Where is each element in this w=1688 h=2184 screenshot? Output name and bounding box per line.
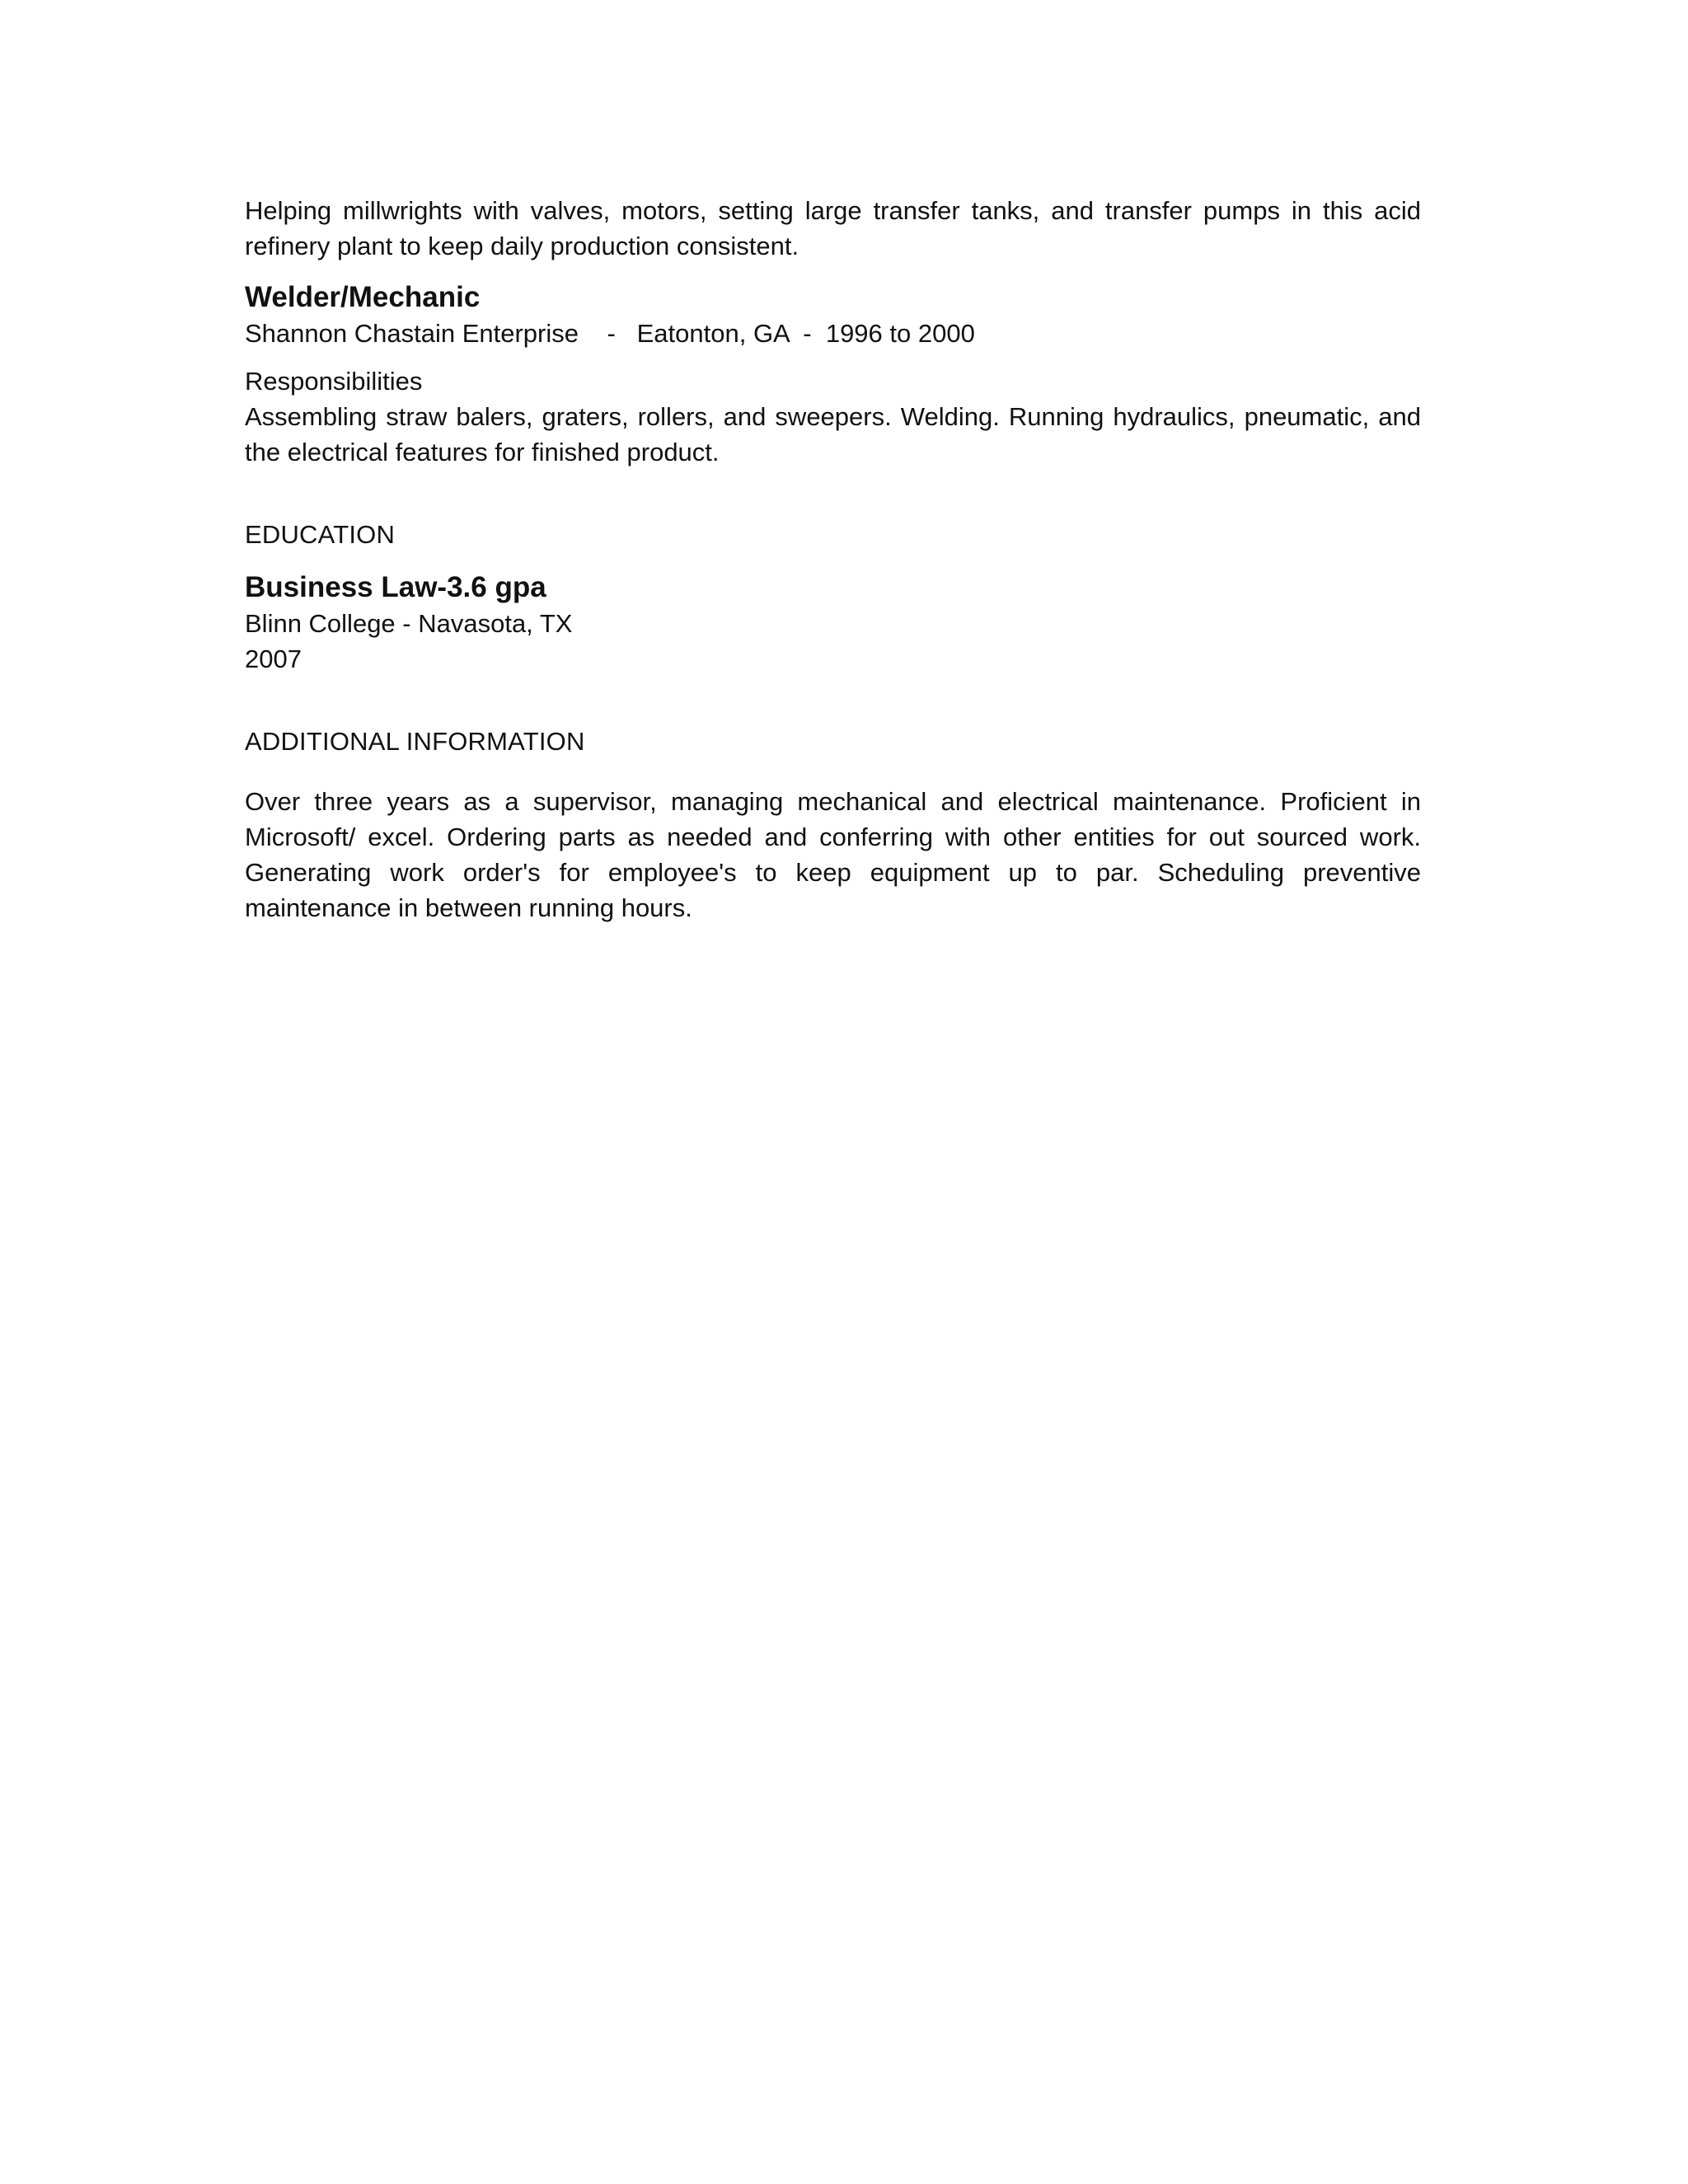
education-section [245,517,1421,677]
additional-heading: ADDITIONAL INFORMATION [245,727,585,756]
additional-text: Over three years as a supervisor, managing mechanical and electrical maintenance. Proficient in Microsoft/ excel. Ordering parts as needed and conferring with other entities for out sourced work. Generating work order's for employee's to keep equipment up to par. Scheduling preventive maintenance in between running hours. [245,787,1421,922]
job-separator: - [803,319,812,348]
education-degree: Business Law-3.6 gpa [245,571,546,603]
education-school: Blinn College - Navasota, TX [245,609,573,638]
job-separator: - [607,319,616,348]
job-title: Welder/Mechanic [245,281,481,313]
job-company: Shannon Chastain Enterprise [245,319,579,348]
responsibilities-label: Responsibilities [245,367,423,396]
responsibilities-text: Assembling straw balers, graters, rollers, and sweepers. Welding. Running hydraulics, pneumatic, and the electrical features for finished product. [245,402,1421,466]
education-heading: EDUCATION [245,520,396,549]
job-dates: 1996 to 2000 [825,319,975,348]
additional-section [245,724,1421,926]
job-location: Eatonton, GA [636,319,790,348]
previous-job-description: Helping millwrights with valves, motors, setting large transfer tanks, and transfer pumps in this acid refinery plant to keep daily production consistent. [245,196,1421,260]
job-meta [245,316,1421,351]
job-entry [245,279,1421,470]
resume-content [245,193,1421,926]
education-year: 2007 [245,644,302,673]
